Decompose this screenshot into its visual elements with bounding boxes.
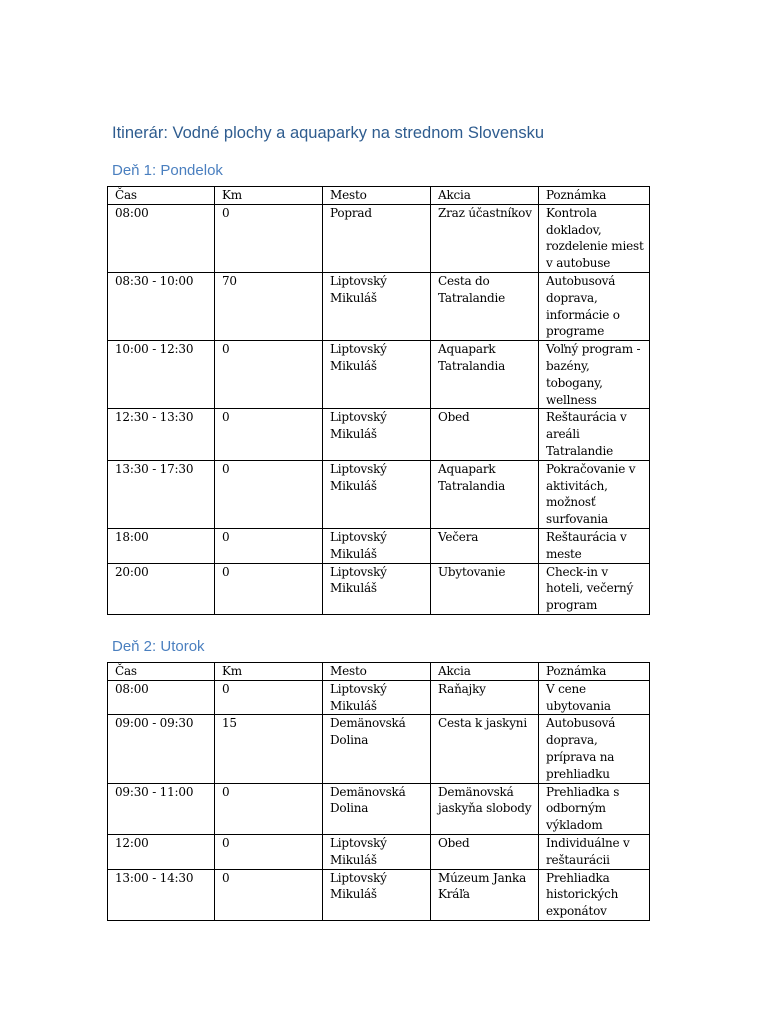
time-cell: 12:30 - 13:30: [108, 409, 215, 460]
note-cell: V cene ubytovania: [539, 680, 650, 715]
note-cell: Prehliadka historických exponátov: [539, 869, 650, 920]
action-cell: Cesta do Tatralandie: [431, 272, 539, 340]
column-header-akcia: Akcia: [431, 663, 539, 681]
note-cell: Autobusová doprava, príprava na prehliadku: [539, 715, 650, 783]
city-cell: Liptovský Mikuláš: [323, 680, 431, 715]
city-cell: Liptovský Mikuláš: [323, 460, 431, 528]
action-cell: Cesta k jaskyni: [431, 715, 539, 783]
time-cell: 08:00: [108, 204, 215, 272]
table-header-row: [108, 187, 650, 205]
km-cell: 0: [215, 341, 323, 409]
day-2-heading: Deň 2: Utorok: [112, 638, 205, 655]
column-header-poznamka: Poznámka: [539, 663, 650, 681]
city-cell: Liptovský Mikuláš: [323, 528, 431, 563]
page-title: Itinerár: Vodné plochy a aquaparky na strednom Slovensku: [112, 124, 545, 142]
note-cell: Individuálne v reštaurácii: [539, 834, 650, 869]
action-cell: Ubytovanie: [431, 563, 539, 614]
city-cell: Liptovský Mikuláš: [323, 409, 431, 460]
km-cell: 0: [215, 869, 323, 920]
column-header-cas: Čas: [108, 663, 215, 681]
action-cell: Večera: [431, 528, 539, 563]
city-cell: Liptovský Mikuláš: [323, 834, 431, 869]
column-header-mesto: Mesto: [323, 187, 431, 205]
action-cell: Zraz účastníkov: [431, 204, 539, 272]
column-header-akcia: Akcia: [431, 187, 539, 205]
time-cell: 09:00 - 09:30: [108, 715, 215, 783]
time-cell: 12:00: [108, 834, 215, 869]
day-2-table: [107, 662, 650, 921]
km-cell: 0: [215, 680, 323, 715]
km-cell: 70: [215, 272, 323, 340]
table-header-row: [108, 663, 650, 681]
note-cell: Pokračovanie v aktivitách, možnosť surfovania: [539, 460, 650, 528]
table-row: [108, 680, 650, 715]
note-cell: Autobusová doprava, informácie o programe: [539, 272, 650, 340]
note-cell: Check-in v hoteli, večerný program: [539, 563, 650, 614]
column-header-km: Km: [215, 187, 323, 205]
city-cell: Poprad: [323, 204, 431, 272]
action-cell: Aquapark Tatralandia: [431, 341, 539, 409]
column-header-km: Km: [215, 663, 323, 681]
km-cell: 15: [215, 715, 323, 783]
km-cell: 0: [215, 834, 323, 869]
km-cell: 0: [215, 563, 323, 614]
time-cell: 09:30 - 11:00: [108, 783, 215, 834]
column-header-poznamka: Poznámka: [539, 187, 650, 205]
table-row: [108, 715, 650, 783]
km-cell: 0: [215, 528, 323, 563]
time-cell: 08:30 - 10:00: [108, 272, 215, 340]
action-cell: Raňajky: [431, 680, 539, 715]
table-row: [108, 528, 650, 563]
city-cell: Liptovský Mikuláš: [323, 869, 431, 920]
column-header-cas: Čas: [108, 187, 215, 205]
table-row: [108, 341, 650, 409]
time-cell: 08:00: [108, 680, 215, 715]
note-cell: Kontrola dokladov, rozdelenie miest v autobuse: [539, 204, 650, 272]
table-row: [108, 869, 650, 920]
city-cell: Demänovská Dolina: [323, 715, 431, 783]
time-cell: 20:00: [108, 563, 215, 614]
table-row: [108, 563, 650, 614]
table-row: [108, 834, 650, 869]
day-1-heading: Deň 1: Pondelok: [112, 162, 223, 179]
table-row: [108, 204, 650, 272]
city-cell: Liptovský Mikuláš: [323, 563, 431, 614]
note-cell: Reštaurácia v meste: [539, 528, 650, 563]
time-cell: 13:00 - 14:30: [108, 869, 215, 920]
column-header-mesto: Mesto: [323, 663, 431, 681]
city-cell: Liptovský Mikuláš: [323, 272, 431, 340]
time-cell: 18:00: [108, 528, 215, 563]
day-1-table: [107, 186, 650, 615]
action-cell: Demänovská jaskyňa slobody: [431, 783, 539, 834]
note-cell: Voľný program - bazény, tobogany, wellness: [539, 341, 650, 409]
city-cell: Demänovská Dolina: [323, 783, 431, 834]
table-row: [108, 783, 650, 834]
time-cell: 10:00 - 12:30: [108, 341, 215, 409]
km-cell: 0: [215, 783, 323, 834]
action-cell: Obed: [431, 409, 539, 460]
km-cell: 0: [215, 409, 323, 460]
table-row: [108, 272, 650, 340]
action-cell: Aquapark Tatralandia: [431, 460, 539, 528]
action-cell: Obed: [431, 834, 539, 869]
city-cell: Liptovský Mikuláš: [323, 341, 431, 409]
table-row: [108, 409, 650, 460]
km-cell: 0: [215, 204, 323, 272]
note-cell: Prehliadka s odborným výkladom: [539, 783, 650, 834]
table-row: [108, 460, 650, 528]
time-cell: 13:30 - 17:30: [108, 460, 215, 528]
action-cell: Múzeum Janka Kráľa: [431, 869, 539, 920]
note-cell: Reštaurácia v areáli Tatralandie: [539, 409, 650, 460]
km-cell: 0: [215, 460, 323, 528]
